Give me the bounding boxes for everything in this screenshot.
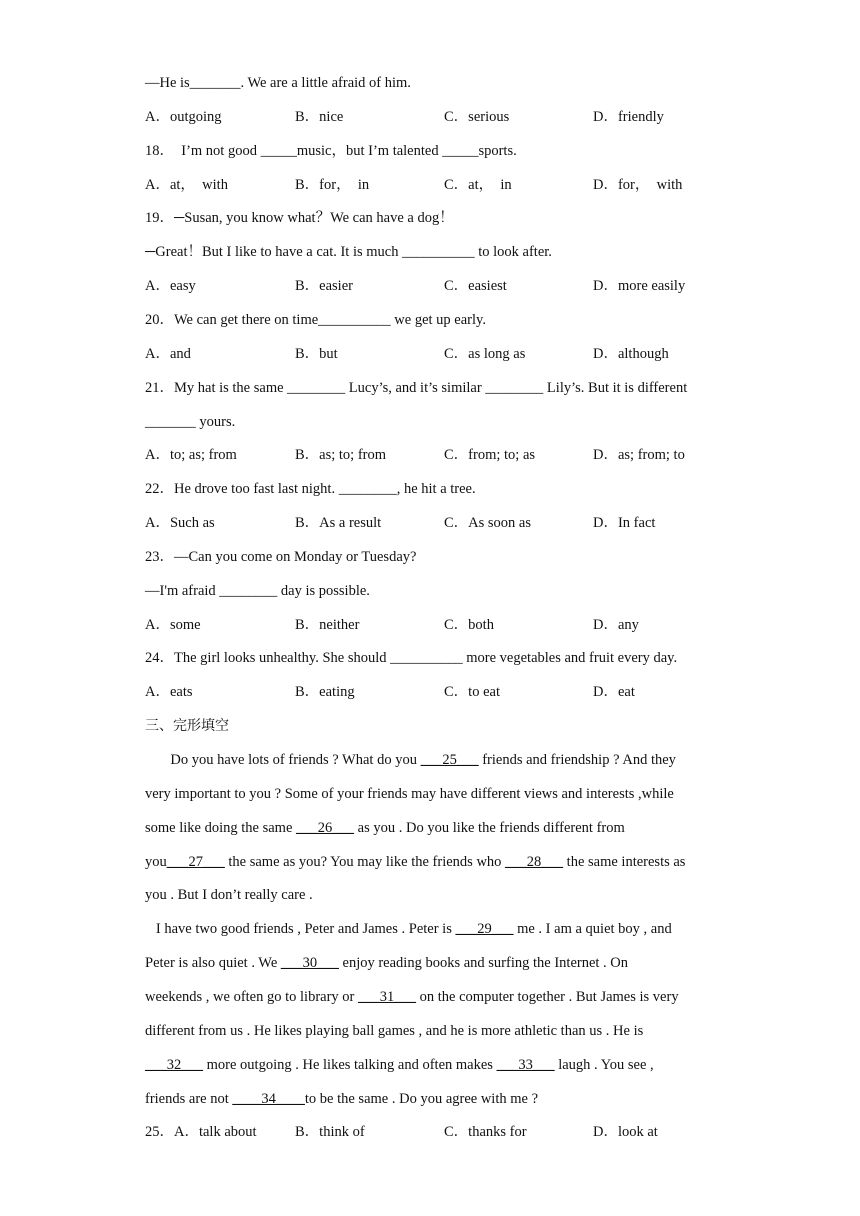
answer-options	[145, 616, 745, 634]
answer-option: D．as; from; to	[593, 447, 685, 463]
answer-option: B．easier	[295, 278, 353, 294]
question-stem: 24．The girl looks unhealthy. She should __________ more vegetables and fruit every day.	[145, 650, 678, 666]
blank-number: ___25___	[420, 752, 479, 768]
answer-options	[145, 277, 745, 295]
question-stem: —He is_______. We are a little afraid of him.	[145, 75, 411, 91]
answer-option: A．some	[145, 617, 201, 633]
answer-option: D．look at	[593, 1124, 658, 1140]
answer-options	[145, 683, 745, 701]
answer-options	[145, 108, 745, 126]
passage-text: friends are not	[145, 1091, 233, 1107]
answer-option: C．both	[444, 617, 494, 633]
blank-number: ___28___	[505, 854, 564, 870]
answer-option: D．for， with	[593, 177, 683, 193]
blank-number: ____34____	[232, 1091, 305, 1107]
answer-option: A．Such as	[145, 515, 215, 531]
passage-text: Peter is also quiet . We	[145, 955, 281, 971]
passage-text: you	[145, 854, 167, 870]
answer-option: A．eats	[145, 684, 193, 700]
answer-option: B．as; to; from	[295, 447, 387, 463]
answer-options	[145, 1123, 745, 1141]
answer-options	[145, 514, 745, 532]
answer-option: C．As soon as	[444, 515, 532, 531]
blank-number: ___27___	[166, 854, 225, 870]
passage-line	[145, 819, 625, 837]
passage-text: on the computer together . But James is very	[416, 989, 679, 1005]
answer-option: B．think of	[295, 1124, 365, 1140]
answer-option: A．outgoing	[145, 109, 222, 125]
passage-text: the same interests as	[563, 854, 686, 870]
question-stem: 23．—Can you come on Monday or Tuesday?	[145, 549, 417, 565]
answer-option: A．to; as; from	[145, 447, 237, 463]
passage-line	[145, 1090, 538, 1108]
answer-option: A．easy	[145, 278, 196, 294]
answer-options	[145, 176, 745, 194]
passage-line	[145, 954, 628, 972]
answer-option: D．although	[593, 346, 669, 362]
answer-option: C．thanks for	[444, 1124, 527, 1140]
answer-option: C．to eat	[444, 684, 500, 700]
section-heading: 三、完形填空	[145, 718, 229, 734]
answer-option: D．any	[593, 617, 639, 633]
blank-number: ___31___	[358, 989, 417, 1005]
question-stem: 22．He drove too fast last night. ________, he hit a tree.	[145, 481, 476, 497]
answer-option: 25．A．talk about	[145, 1124, 257, 1140]
passage-line	[145, 988, 679, 1006]
answer-option: C．at， in	[444, 177, 512, 193]
passage-text: more outgoing . He likes talking and often makes	[203, 1057, 497, 1073]
passage-text: you . But I don’t really care .	[145, 887, 313, 903]
answer-option: B．for， in	[295, 177, 370, 193]
passage-text: different from us . He likes playing ball games , and he is more athletic than us . He is	[145, 1023, 644, 1039]
question-stem: _______ yours.	[145, 414, 236, 430]
answer-option: D．friendly	[593, 109, 664, 125]
passage-line	[145, 1022, 643, 1040]
passage-text: to be the same . Do you agree with me ?	[304, 1091, 539, 1107]
answer-option: A．at， with	[145, 177, 228, 193]
passage-line	[145, 785, 674, 803]
passage-text: as you . Do you like the friends different from	[354, 820, 625, 836]
answer-option: C．as long as	[444, 346, 526, 362]
passage-line	[145, 751, 676, 769]
question-stem: —I'm afraid ________ day is possible.	[145, 583, 370, 599]
answer-option: B．neither	[295, 617, 360, 633]
passage-text: very important to you ? Some of your friends may have different views and interests ,while	[145, 786, 674, 802]
answer-option: B．but	[295, 346, 338, 362]
answer-option: C．serious	[444, 109, 510, 125]
passage-text: I have two good friends , Peter and James . Peter is	[145, 921, 456, 937]
question-stem: ─Great！But I like to have a cat. It is much __________ to look after.	[145, 244, 552, 260]
passage-text: Do you have lots of friends ? What do you	[145, 752, 421, 768]
passage-text: enjoy reading books and surfing the Internet . On	[338, 955, 629, 971]
answer-options	[145, 345, 745, 363]
answer-option: C．from; to; as	[444, 447, 536, 463]
answer-option: B．eating	[295, 684, 355, 700]
answer-option: D．In fact	[593, 515, 656, 531]
blank-number: ___33___	[496, 1057, 555, 1073]
question-stem: 21．My hat is the same ________ Lucy’s, and it’s similar ________ Lily’s. But it is different	[145, 380, 688, 396]
passage-line	[145, 920, 672, 938]
answer-option: D．more easily	[593, 278, 686, 294]
passage-line	[145, 1056, 654, 1074]
passage-text: some like doing the same	[145, 820, 297, 836]
blank-number: ___29___	[455, 921, 514, 937]
passage-text: weekends , we often go to library or	[145, 989, 359, 1005]
question-stem: 20．We can get there on time__________ we get up early.	[145, 312, 486, 328]
passage-text: the same as you? You may like the friends who	[224, 854, 506, 870]
passage-text: laugh . You see ,	[554, 1057, 654, 1073]
answer-option: C．easiest	[444, 278, 507, 294]
passage-line	[145, 886, 313, 904]
answer-options	[145, 446, 745, 464]
blank-number: ___30___	[280, 955, 339, 971]
passage-text: me . I am a quiet boy , and	[513, 921, 672, 937]
blank-number: ___26___	[296, 820, 355, 836]
answer-option: B．nice	[295, 109, 344, 125]
answer-option: A．and	[145, 346, 191, 362]
blank-number: ___32___	[145, 1057, 203, 1073]
answer-option: D．eat	[593, 684, 635, 700]
passage-text: friends and friendship ? And they	[478, 752, 676, 768]
answer-option: B．As a result	[295, 515, 382, 531]
question-stem: 19．─Susan, you know what？We can have a dog！	[145, 210, 454, 226]
question-stem: 18． I’m not good _____music，but I’m talented _____sports.	[145, 143, 517, 159]
passage-line	[145, 853, 685, 871]
